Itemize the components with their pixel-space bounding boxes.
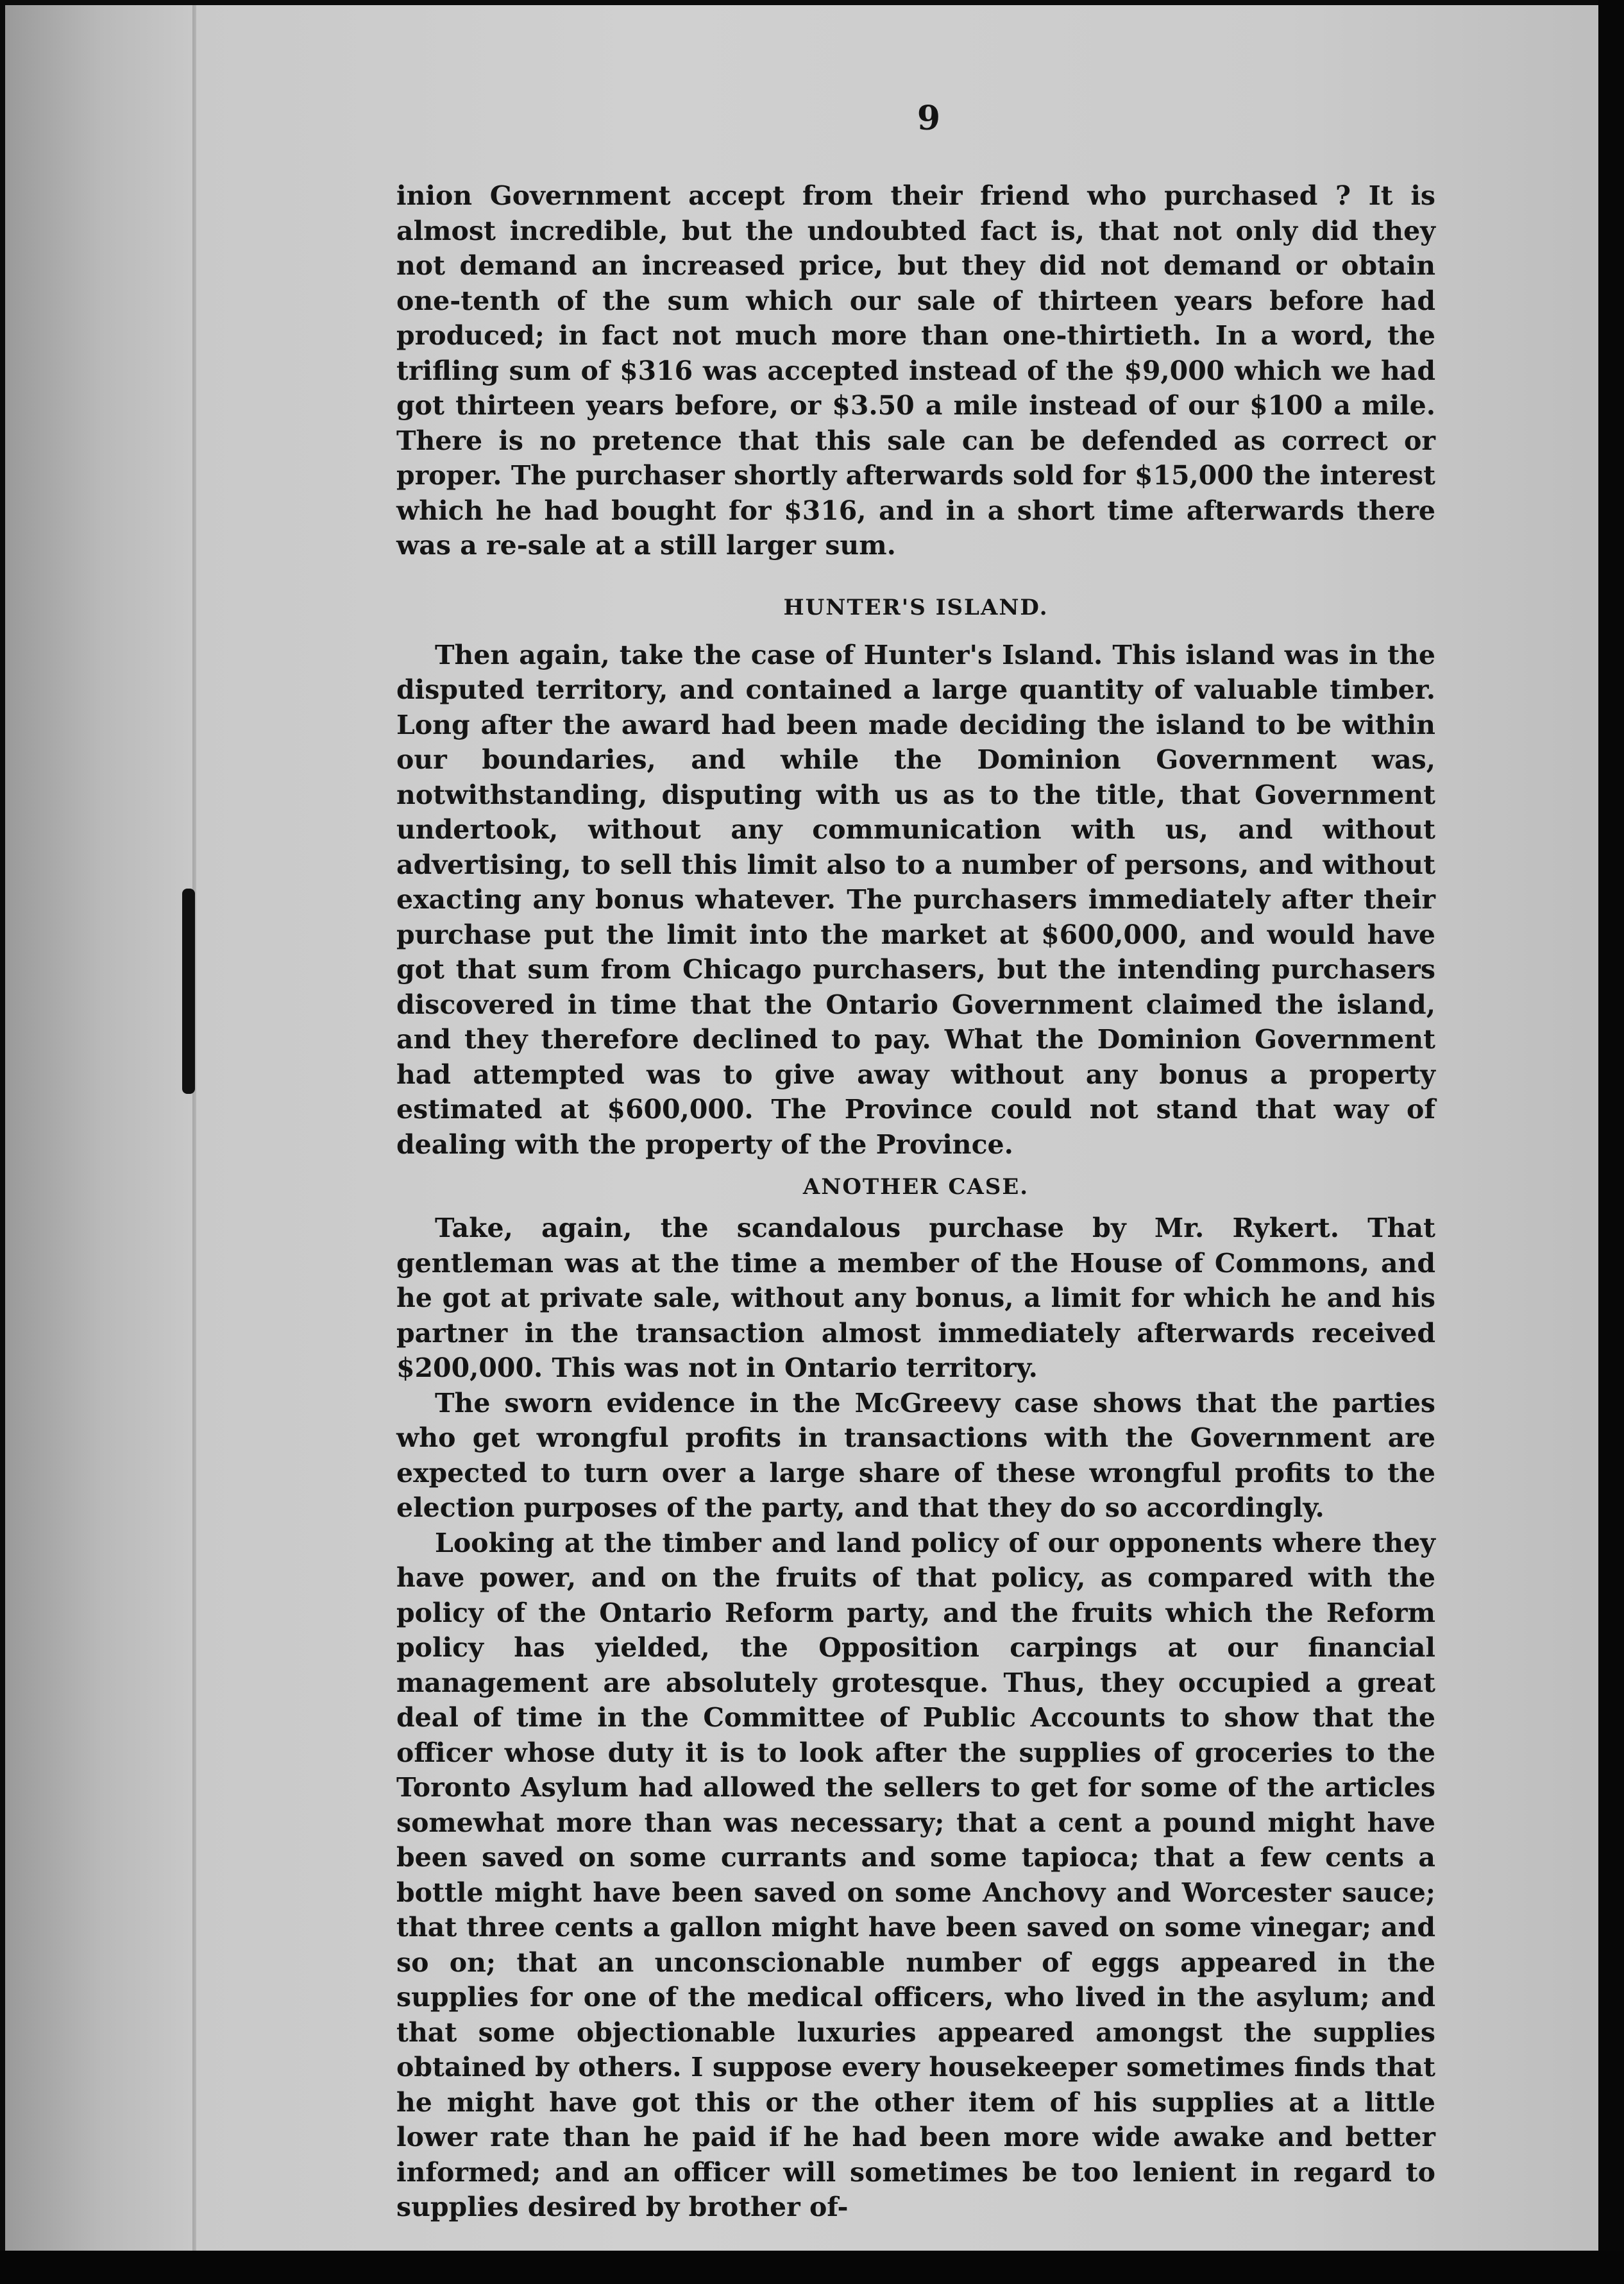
section-heading-hunters-island: HUNTER'S ISLAND.	[783, 594, 1049, 620]
paragraph-opposition: Looking at the timber and land policy of our opponents where they have power, and on the fruits of that policy, as compared with the policy of the Ontario Reform party, and the fruits which the Reform policy has yielded, the Opposition carpings at our financial management are absolutely grotesque. Thus, they occupied a great deal of time in the Committee of Public Accounts to show that the officer whose duty it is to look after the supplies of groceries to the Toronto Asylum had allowed the sellers to get for some of the articles somewhat more than was necessary; that a cent a pound might have been saved on some currants and some tapioca; that a few cents a bottle might have been saved on some Anchovy and Worcester sauce; that three cents a gallon might have been saved on some vinegar; and so on; that an unconscionable number of eggs appeared in the supplies for one of the medical officers, who lived in the asylum; and that some objectionable luxuries appeared amongst the supplies obtained by others. I suppose every housekeeper sometimes finds that he might have got this or the other item of his supplies at a little lower rate than he paid if he had been more wide awake and better informed; and an officer will sometimes be too lenient in regard to supplies desired by brother of-	[396, 1527, 1435, 2222]
scan-edge-right	[1598, 0, 1624, 2284]
paragraph-continuation: inion Government accept from their friend who purchased ? It is almost incredible, but the undoubted fact is, that not only did they not demand an increased price, but they did not demand or obtain one-tenth of the sum which our sale of thirteen years before had produced; in fact not much more than one-thirtieth. In a word, the trifling sum of $316 was accepted instead of the $9,000 which we had got thirteen years before, or $3.50 a mile instead of our $100 a mile. There is no pretence that this sale can be defended as correct or proper. The purchaser shortly afterwards sold for $15,000 the interest which he had bought for $316, and in a short time afterwards there was a re-sale at a still larger sum.	[396, 180, 1435, 561]
page-number: 9	[917, 99, 941, 138]
page-body	[396, 96, 1435, 2225]
binding-mark	[182, 889, 195, 1094]
scan-edge-bottom	[0, 2251, 1624, 2284]
paragraph-mcgreevy: The sworn evidence in the McGreevy case shows that the parties who get wrongful profits in transactions with the Government are expected to turn over a large share of these wrongful profits to the election purposes of the party, and that they do so accordingly.	[396, 1387, 1435, 1523]
paragraph-hunters-island: Then again, take the case of Hunter's Island. This island was in the disputed territory, and contained a large quantity of valuable timber. Long after the award had been made deciding the island to be within our boundaries, and while the Dominion Government was, notwithstanding, disputing with us as to the title, that Government undertook, without any communication with us, and without advertising, to sell this limit also to a number of persons, and without exacting any bonus whatever. The purchasers immediately after their purchase put the limit into the market at $600,000, and would have got that sum from Chicago purchasers, but the intending purchasers discovered in time that the Ontario Government claimed the island, and they therefore declined to pay. What the Dominion Government had attempted was to give away without any bonus a property estimated at $600,000. The Province could not stand that way of dealing with the property of the Province.	[396, 639, 1435, 1160]
paragraph-rykert: Take, again, the scandalous purchase by Mr. Rykert. That gentleman was at the time a member of the House of Commons, and he got at private sale, without any bonus, a limit for which he and his partner in the transaction almost immediately afterwards received $200,000. This was not in Ontario territory.	[396, 1213, 1435, 1383]
section-heading-another-case: ANOTHER CASE.	[802, 1174, 1029, 1200]
page-fold-shadow	[192, 5, 196, 2251]
